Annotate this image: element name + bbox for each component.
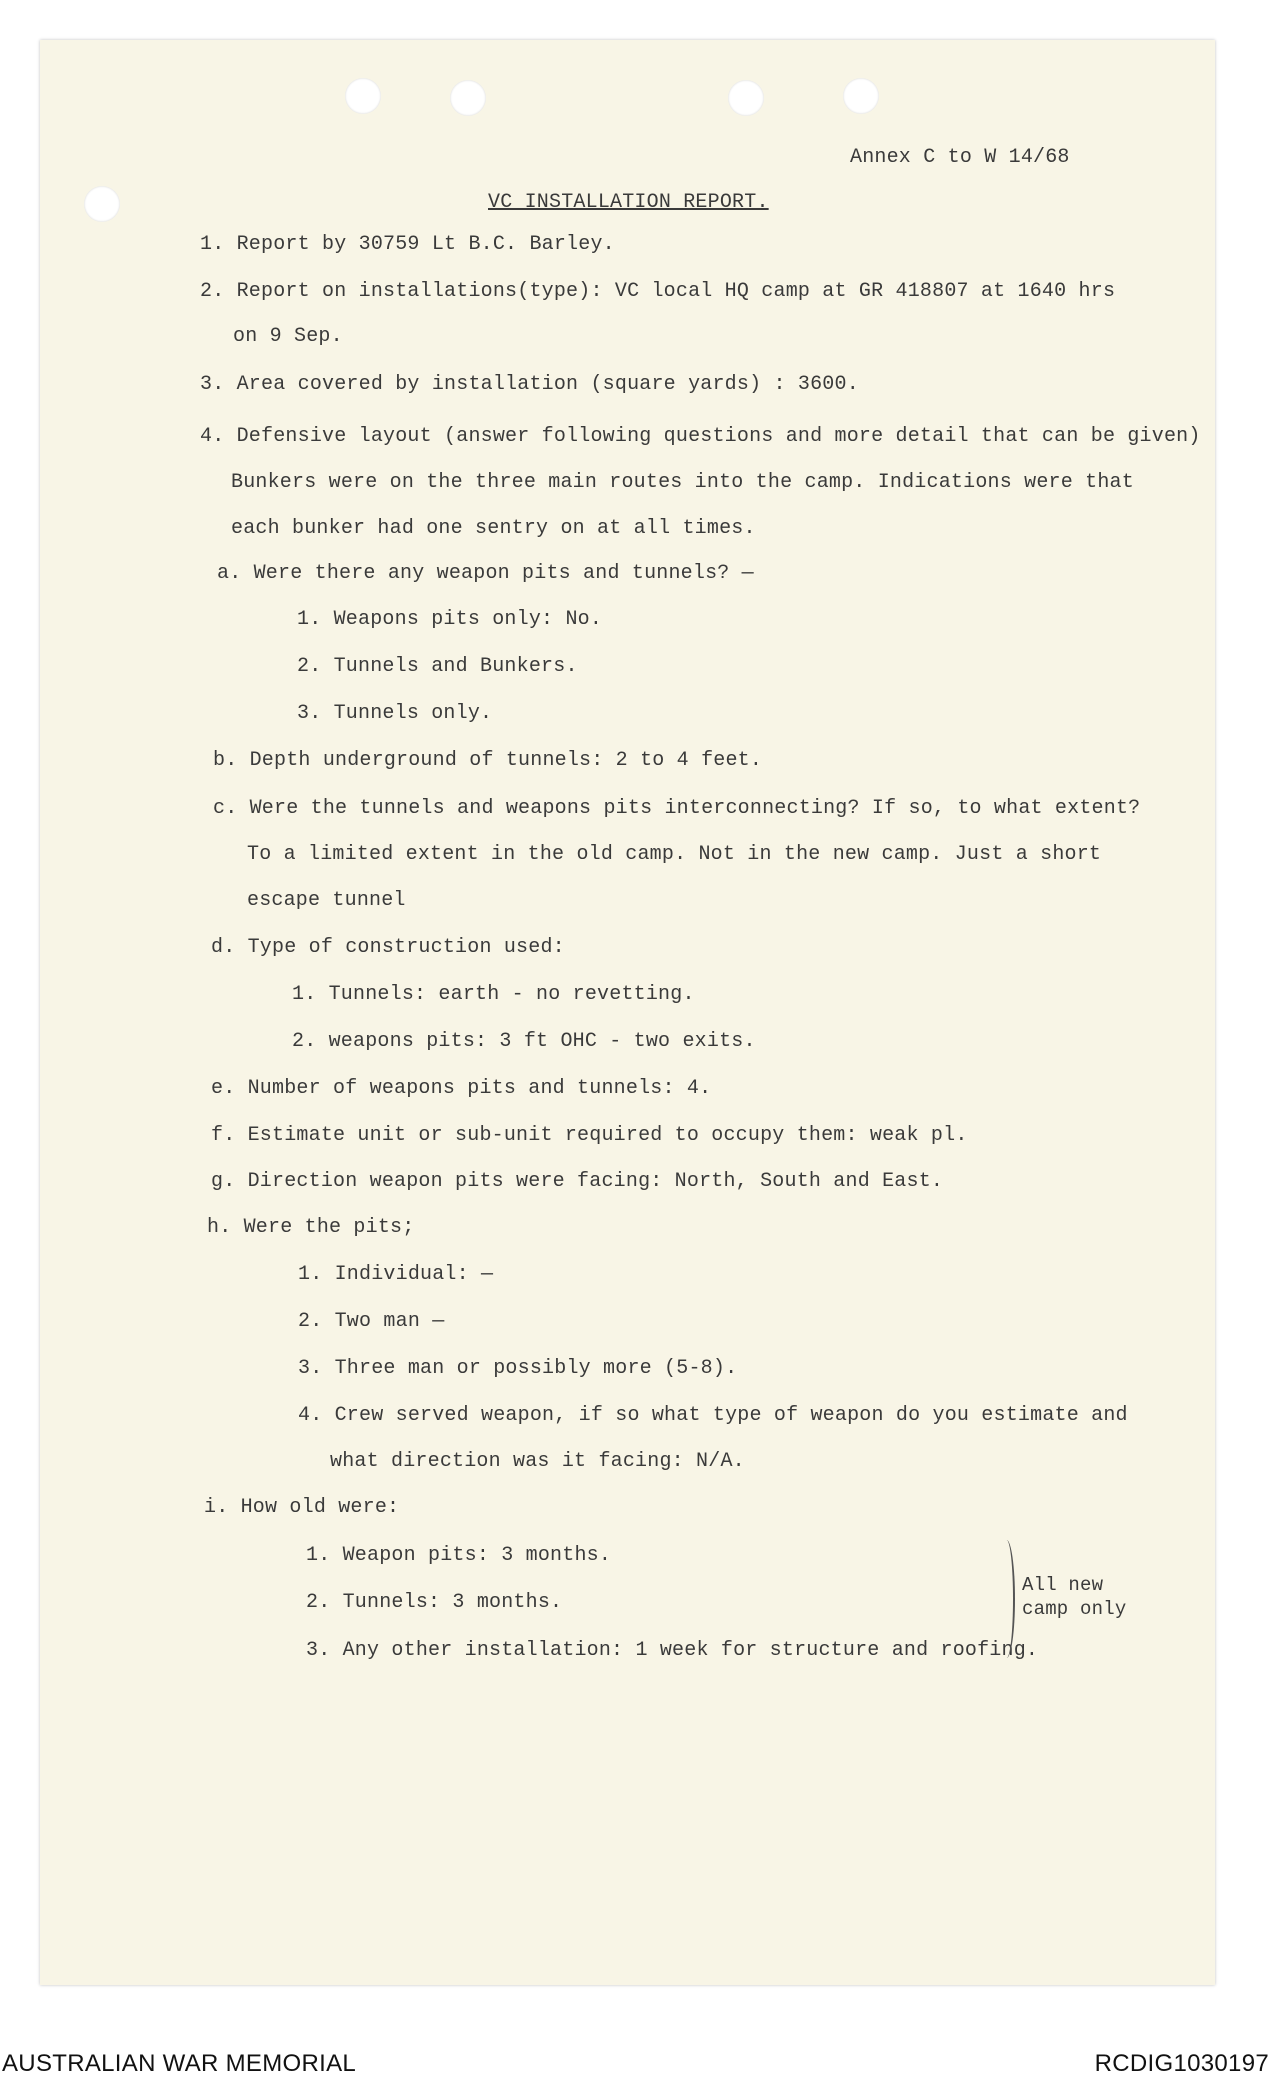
item-a: a. Were there any weapon pits and tunnels? —	[217, 562, 754, 585]
item-c-cont-2: escape tunnel	[247, 889, 406, 912]
item-a-1: 1. Weapons pits only: No.	[297, 608, 603, 631]
item-h-4-cont: what direction was it facing: N/A.	[330, 1450, 745, 1473]
item-d-2: 2. weapons pits: 3 ft OHC - two exits.	[292, 1030, 756, 1053]
item-a-3: 3. Tunnels only.	[297, 702, 493, 725]
punch-hole	[843, 78, 879, 114]
item-1: 1. Report by 30759 Lt B.C. Barley.	[200, 233, 615, 256]
document-page	[40, 40, 1215, 1985]
item-i-1: 1. Weapon pits: 3 months.	[306, 1544, 612, 1567]
item-c: c. Were the tunnels and weapons pits interconnecting? If so, to what extent?	[213, 797, 1141, 820]
item-i-2: 2. Tunnels: 3 months.	[306, 1591, 563, 1614]
item-h-4: 4. Crew served weapon, if so what type of weapon do you estimate and	[298, 1404, 1128, 1427]
item-d: d. Type of construction used:	[211, 936, 565, 959]
record-id: RCDIG1030197	[1094, 2050, 1269, 2077]
item-3: 3. Area covered by installation (square yards) : 3600.	[200, 373, 859, 396]
item-4-cont-2: each bunker had one sentry on at all times.	[231, 517, 756, 540]
item-c-cont-1: To a limited extent in the old camp. Not in the new camp. Just a short	[247, 843, 1102, 866]
item-i: i. How old were:	[204, 1496, 400, 1519]
item-h: h. Were the pits;	[207, 1216, 415, 1239]
punch-hole	[345, 78, 381, 114]
item-h-3: 3. Three man or possibly more (5-8).	[298, 1357, 738, 1380]
punch-hole	[450, 80, 486, 116]
report-title: VC INSTALLATION REPORT.	[488, 191, 769, 214]
item-d-1: 1. Tunnels: earth - no revetting.	[292, 983, 695, 1006]
item-a-2: 2. Tunnels and Bunkers.	[297, 655, 578, 678]
item-2-cont: on 9 Sep.	[233, 325, 343, 348]
item-4: 4. Defensive layout (answer following questions and more detail that can be given)	[200, 425, 1201, 448]
archive-credit: AUSTRALIAN WAR MEMORIAL	[2, 2050, 357, 2077]
item-i-3: 3. Any other installation: 1 week for structure and roofing.	[306, 1639, 1039, 1662]
item-f: f. Estimate unit or sub-unit required to occupy them: weak pl.	[211, 1124, 968, 1147]
annex-reference: Annex C to W 14/68	[850, 146, 1070, 169]
brace-note-line-2: camp only	[1022, 1598, 1127, 1620]
item-4-cont-1: Bunkers were on the three main routes into the camp. Indications were that	[231, 471, 1134, 494]
item-2: 2. Report on installations(type): VC local HQ camp at GR 418807 at 1640 hrs	[200, 280, 1116, 303]
item-e: e. Number of weapons pits and tunnels: 4.	[211, 1077, 712, 1100]
item-h-2: 2. Two man —	[298, 1310, 445, 1333]
punch-hole	[84, 186, 120, 222]
brace-note-line-1: All new	[1022, 1574, 1104, 1596]
item-b: b. Depth underground of tunnels: 2 to 4 feet.	[213, 749, 763, 772]
item-h-1: 1. Individual: —	[298, 1263, 494, 1286]
punch-hole	[728, 80, 764, 116]
item-g: g. Direction weapon pits were facing: North, South and East.	[211, 1170, 944, 1193]
